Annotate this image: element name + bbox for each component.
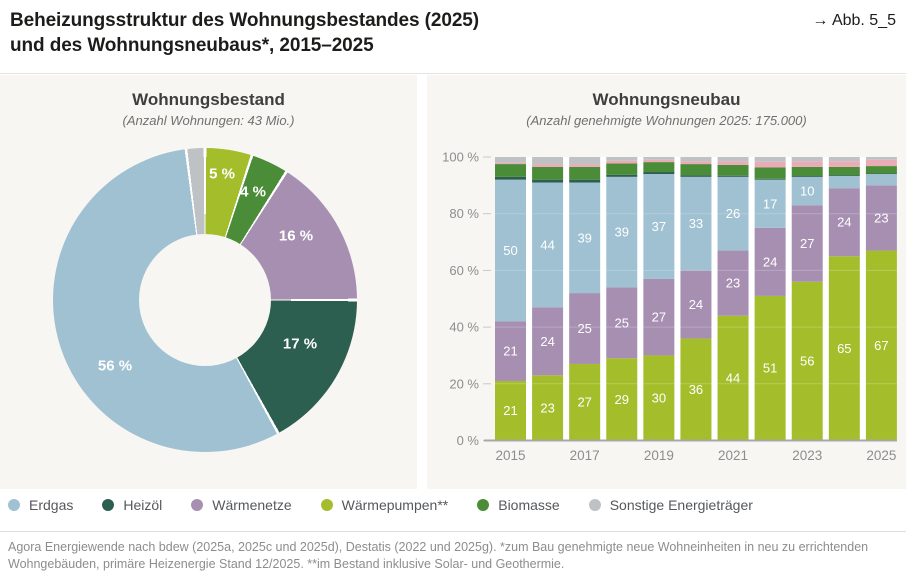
bar-value-label: 50 — [503, 243, 518, 259]
legend-color-dot-icon — [477, 499, 489, 511]
bar-value-label: 24 — [540, 333, 555, 349]
bar-value-label: 26 — [725, 206, 741, 222]
bar-value-label: 17 — [762, 196, 778, 212]
bar-segment — [680, 161, 711, 164]
donut-value-label: 5 % — [209, 165, 235, 183]
figure-title-line2: und des Wohnungsneubaus*, 2015–2025 — [10, 35, 374, 57]
figure-header — [10, 8, 896, 58]
bar-segment — [643, 157, 674, 160]
bar-segment — [718, 165, 749, 176]
bar-segment — [755, 167, 786, 178]
bar-segment — [718, 157, 749, 161]
legend-label: Wärmepumpen** — [341, 497, 449, 513]
bar-segment — [495, 177, 526, 180]
bar-segment — [829, 167, 860, 175]
bar-value-label: 23 — [540, 400, 555, 416]
bar-value-label: 56 — [799, 353, 815, 369]
bar-segment — [866, 173, 897, 174]
y-axis-tick-label: 0 % — [456, 433, 479, 448]
x-axis-tick-label: 2015 — [495, 448, 526, 463]
legend-item — [477, 497, 559, 513]
bar-value-label: 39 — [614, 224, 630, 240]
bar-segment — [569, 157, 600, 164]
legend-item — [589, 497, 753, 513]
bar-segment — [755, 179, 786, 180]
x-axis-tick-label: 2017 — [569, 448, 600, 463]
source-note: Agora Energiewende nach bdew (2025a, 2025c und 2025d), Destatis (2022 und 2025g). *zum Bau genehmigte neue Wohneinheiten in neu zu errichtenden Wohngebäuden, primäre Heizenergie Stand 12/2025. **im Bestand inklusive Solar- und Geothermie. — [8, 540, 869, 572]
x-axis-tick-label: 2025 — [866, 448, 897, 463]
bar-value-label: 24 — [837, 214, 852, 230]
bar-value-label: 39 — [577, 230, 592, 246]
bar-segment — [718, 161, 749, 165]
bar-segment — [606, 157, 637, 161]
bar-segment — [532, 164, 563, 167]
bar-value-label: 29 — [614, 391, 630, 407]
legend — [8, 497, 902, 513]
bar-value-label: 24 — [762, 254, 778, 270]
bar-segment — [866, 166, 897, 173]
bar-segment — [569, 164, 600, 167]
bar-segment — [680, 164, 711, 175]
legend-color-dot-icon — [321, 499, 333, 511]
legend-color-dot-icon — [8, 499, 20, 511]
donut-value-label: 16 % — [278, 227, 314, 245]
bar-value-label: 21 — [503, 343, 518, 359]
y-axis-tick-label: 20 % — [449, 376, 479, 392]
y-axis-tick-label: 40 % — [449, 319, 479, 335]
y-axis-tick-label: 100 % — [442, 149, 479, 165]
bar-segment — [643, 172, 674, 174]
bar-segment — [866, 160, 897, 166]
bar-value-label: 25 — [577, 321, 592, 337]
legend-item — [191, 497, 291, 513]
bar-segment — [532, 157, 563, 164]
bar-value-label: 33 — [688, 216, 704, 232]
bar-segment — [829, 175, 860, 176]
legend-item — [102, 497, 162, 513]
legend-color-dot-icon — [589, 499, 601, 511]
x-axis-tick-label: 2023 — [792, 448, 823, 463]
bar-segment — [755, 162, 786, 168]
bar-chart-title: Wohnungsneubau — [592, 90, 741, 109]
bar-value-label: 36 — [688, 381, 704, 397]
bar-value-label: 65 — [837, 340, 852, 356]
legend-label: Wärmenetze — [212, 497, 292, 513]
bar-segment — [792, 167, 823, 176]
donut-value-label: 17 % — [282, 335, 318, 353]
figure-reference: → Abb. 5_5 — [812, 12, 896, 29]
x-axis-tick-label: 2021 — [718, 448, 749, 463]
bar-segment — [829, 176, 860, 188]
donut-hole — [139, 234, 271, 366]
bar-segment — [606, 161, 637, 164]
bar-value-label: 10 — [799, 183, 815, 199]
bar-value-label: 51 — [762, 360, 778, 376]
legend-label: Heizöl — [123, 497, 163, 513]
bar-segment — [569, 180, 600, 183]
bar-segment — [680, 175, 711, 176]
bar-value-label: 24 — [688, 296, 704, 312]
footer-divider — [0, 531, 906, 532]
bar-segment — [792, 157, 823, 161]
bar-segment — [680, 157, 711, 161]
bar-segment — [532, 167, 563, 180]
header-divider — [0, 73, 906, 74]
stacked-bar-chart — [427, 75, 906, 489]
bar-segment — [495, 163, 526, 164]
bar-segment — [829, 161, 860, 167]
bar-segment — [606, 164, 637, 175]
bar-segment — [495, 157, 526, 163]
bar-segment — [792, 176, 823, 177]
bar-value-label: 27 — [799, 235, 815, 251]
legend-label: Biomasse — [498, 497, 560, 513]
bar-segment — [606, 175, 637, 177]
bar-segment — [532, 180, 563, 183]
bar-value-label: 30 — [651, 390, 667, 406]
bar-segment — [829, 157, 860, 161]
bar-chart-subtitle: (Anzahl genehmigte Wohnungen 2025: 175.000) — [526, 113, 807, 128]
bar-segment — [495, 164, 526, 177]
bar-value-label: 23 — [725, 275, 741, 291]
donut-value-label: 56 % — [97, 357, 133, 375]
bar-segment — [866, 157, 897, 160]
bar-value-label: 37 — [651, 218, 667, 234]
bar-value-label: 25 — [614, 315, 630, 331]
bar-segment — [718, 176, 749, 177]
bar-segment — [792, 161, 823, 167]
bar-value-label: 23 — [874, 210, 889, 226]
bar-value-label: 21 — [503, 403, 518, 419]
y-axis-tick-label: 60 % — [449, 262, 479, 278]
legend-label: Erdgas — [29, 497, 74, 513]
legend-color-dot-icon — [191, 499, 203, 511]
panel-wohnungsneubau — [427, 75, 906, 489]
figure-title-line1: Beheizungsstruktur des Wohnungsbestandes (2025) — [10, 10, 479, 31]
donut-value-label: 4 % — [240, 183, 266, 201]
bar-segment — [569, 167, 600, 180]
panel-wohnungsbestand — [0, 75, 417, 489]
figure-title — [10, 8, 479, 58]
bar-segment — [643, 160, 674, 162]
donut-chart-title: Wohnungsbestand — [132, 90, 285, 109]
bar-segment — [643, 162, 674, 172]
bar-segment — [866, 174, 897, 185]
legend-item — [8, 497, 73, 513]
bar-value-label: 27 — [651, 309, 667, 325]
bar-value-label: 44 — [540, 237, 555, 253]
x-axis-tick-label: 2019 — [643, 448, 674, 463]
y-axis-tick-label: 80 % — [449, 206, 479, 222]
bar-value-label: 67 — [874, 338, 889, 354]
bar-value-label: 27 — [577, 394, 592, 410]
donut-chart-subtitle: (Anzahl Wohnungen: 43 Mio.) — [122, 113, 295, 128]
bar-value-label: 44 — [725, 370, 741, 386]
legend-item — [321, 497, 449, 513]
donut-chart — [53, 148, 357, 452]
bar-segment — [755, 157, 786, 162]
legend-color-dot-icon — [102, 499, 114, 511]
legend-label: Sonstige Energieträger — [609, 497, 753, 513]
